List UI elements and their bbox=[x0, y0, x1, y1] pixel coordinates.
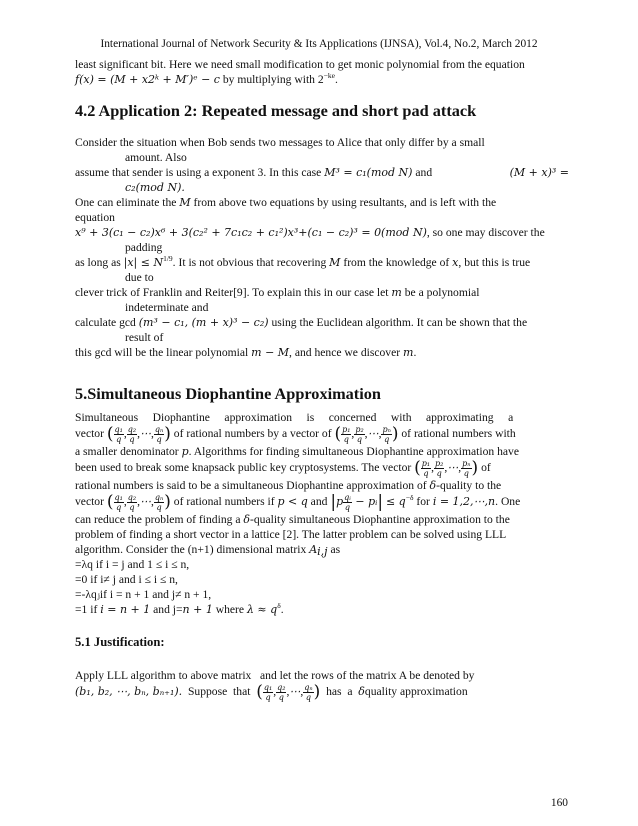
vector-q: ( $\frac{\text{q₁}}{q}$ , $\frac{\text{q₂}}{q}$ ,⋯, $\frac{\text{qₙ}}{q}$ ) bbox=[256, 682, 321, 702]
matrix-case-4: =1 if i = n + 1 and j=n + 1 where $\lambda \approx q^\delta$. bbox=[75, 601, 284, 616]
page-body bbox=[75, 57, 569, 702]
matrix-case-2: =0 if i≠ j and i ≤ i ≤ n, bbox=[75, 573, 178, 586]
matrix-case-3: =-λqⱼif i = n + 1 and j≠ n + 1, bbox=[75, 588, 212, 601]
section-4-2-heading: 4.2 Application 2: Repeated message and short pad attack bbox=[75, 101, 477, 120]
section-5-1-text: Apply LLL algorithm to above matrix and let the rows of the matrix A be denoted by (b₁, b₂, ⋯, bₙ, bₙ₊₁). Suppose that ( $\frac{\text{q₁}}{q}$ , $\frac{\text{q₂}}{q}$ ,⋯, $\frac{\text{qₙ}}{q}$ ) has a δquality approximation bbox=[75, 669, 475, 702]
vector-p: ( $\frac{\text{p₁}}{q}$ , $\frac{\text{p₂}}{q}$ ,⋯, $\frac{\text{pₙ}}{q}$ ) bbox=[414, 458, 479, 478]
section-4-2-text: Consider the situation when Bob sends two messages to Alice that only differ by a small amount. Also assume that sender is using a exponent 3. In this case M³ = c₁(mod N) and (M + x)³ = c₂(mod N). One can eliminate the M from above two equations by using resultants, and is left with the equation x⁹ + 3(c₁ − c₂)x⁶ + 3(c₂² + 7c₁c₂ + c₁²)x³+(c₁ − c₂)³ = 0(mod N), so one may discover the padding as long as $|x| \le N^{1/9}$. It is not obvious that recovering M from the knowledge of x, but this is true due to clever trick of Franklin and Reiter[9]. To explain this in our case let m be a polynomial indeterminate and calculate gcd (m³ − c₁, (m + x)³ − c₂) using the Euclidean algorithm. It can be shown that the result of this gcd will be the linear polynomial m − M, and hence we discover m. bbox=[75, 136, 569, 359]
vector-q: ( $\frac{\text{q₁}}{q}$ , $\frac{\text{q₂}}{q}$ ,⋯, $\frac{\text{qₙ}}{q}$ ) bbox=[106, 492, 171, 512]
section-5-heading: 5.Simultaneous Diophantine Approximation bbox=[75, 384, 381, 403]
vector-q: ( $\frac{\text{q₁}}{q}$ , $\frac{\text{q₂}}{q}$ ,⋯, $\frac{\text{qₙ}}{q}$ ) bbox=[106, 424, 171, 444]
section-5-text: Simultaneous Diophantine approximation is concerned with approximating a vector ( $\frac{\text{q₁}}{q}$ , $\frac{\text{q₂}}{q}$ ,⋯, $\frac{\text{qₙ}}{q}$ ) of rational numbers by a vector of ( $\frac{\text{p₁}}{q}$ , $\frac{\text{p₂}}{q}$ ,⋯, $\frac{\text{pₙ}}{q}$ ) of rational numbers with a smaller denominator p. Algorithms for finding simultaneous Diophantine approximation have been used to break some knapsack public key cryptosystems. The vector ( $\frac{\text{p₁}}{q}$ , $\frac{\text{p₂}}{q}$ ,⋯, $\frac{\text{pₙ}}{q}$ ) of rational numbers is said to be a simultaneous Diophantine approximation of δ-quality to the vector ( $\frac{\text{q₁}}{q}$ , $\frac{\text{q₂}}{q}$ ,⋯, $\frac{\text{qₙ}}{q}$ ) of rational numbers if p < q and |p $\frac{\text{qᵢ}}{q}$ − pᵢ| ≤ $q^{-\delta}$ for i = 1,2,⋯,n. One can reduce the problem of finding a δ-quality simultaneous Diophantine approximation to the problem of finding a short vector in a lattice [2]. The latter problem can be solved using LLL algorithm. Consider the (n+1) dimensional matrix $A_{i,j}$ as =λq if i = j and 1 ≤ i ≤ n, =0 if i≠ j and i ≤ i ≤ n, =-λqⱼif i = n + 1 and j≠ n + 1, =1 if i = n + 1 and j=n + 1 where $\lambda \approx q^\delta$. bbox=[75, 411, 521, 616]
equation-inline: f(x) = (M + x2ᵏ + M′)ᵉ − c bbox=[75, 73, 220, 86]
abs-expression: |p $\frac{\text{qᵢ}}{q}$ − pᵢ| bbox=[330, 492, 384, 512]
matrix-case-1: =λq if i = j and 1 ≤ i ≤ n, bbox=[75, 558, 190, 571]
page-number: 160 bbox=[550, 797, 568, 809]
vector-p: ( $\frac{\text{p₁}}{q}$ , $\frac{\text{p₂}}{q}$ ,⋯, $\frac{\text{pₙ}}{q}$ ) bbox=[334, 424, 399, 444]
polynomial-equation: x⁹ + 3(c₁ − c₂)x⁶ + 3(c₂² + 7c₁c₂ + c₁²)x³+(c₁ − c₂)³ = 0(mod N) bbox=[75, 226, 427, 239]
running-header: International Journal of Network Security & Its Applications (IJNSA), Vol.4, No.2, March 2012 bbox=[100, 38, 538, 50]
section-5-1-heading: 5.1 Justification: bbox=[75, 635, 165, 649]
intro-paragraph: least significant bit. Here we need small modification to get monic polynomial from the equation f(x) = (M + x2ᵏ + M′)ᵉ − c by multiplying with $2^{-ke}$. bbox=[75, 58, 525, 86]
